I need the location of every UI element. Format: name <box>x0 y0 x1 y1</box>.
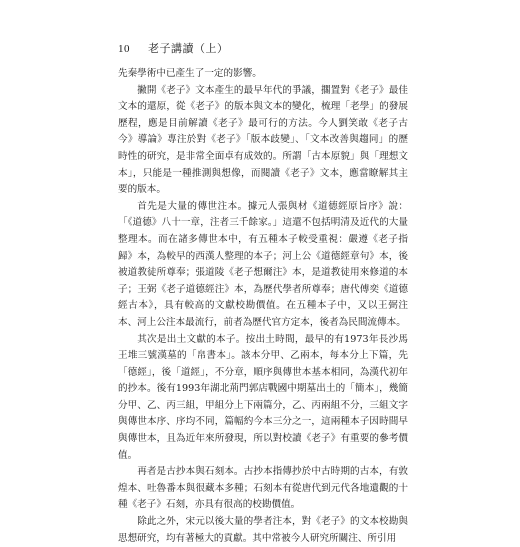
paragraph-1: 先秦學術中已產生了一定的影響。 <box>118 68 262 79</box>
body-text <box>118 66 408 547</box>
running-header <box>118 40 229 56</box>
paragraph-2: 撇開《老子》文本產生的最早年代的爭議，擱置對《老子》最佳文本的還原，從《老子》的版本與文本的變化，梳理「老學」的發展歷程，應是目前解讀《老子》最可行的方法。今人劉笑敢《老子古今》導論》專注於對《老子》「版本歧變」、「文本改善與趨同」的歷時性的研究，是非常全面卓有成效的。所謂「古本原貌」與「理想文本」，只能是一種推測與想像，而閱讀《老子》文本，應當瞭解其主要的版本。 <box>118 84 408 196</box>
paragraph-3: 首先是大量的傳世注本。據元人張與材《道德經原旨序》說：「《道德》八十一章，注者三千餘家。」這還不包括明清及近代的大量整理本。而在諸多傳世本中，有五種本子較受重視：嚴遵《老子指歸》本，為較早的西漢人整理的本子；河上公《道德經章句》本，後被道教徒所尊奉；張道陵《老子想爾注》本，是道教徒用來修道的本子；王弼《老子道德經注》本，為歷代學者所尊奉；唐代傅奕《道德經古本》，具有較高的文獻校勘價值。在五種本子中，又以王弼注本、河上公注本最流行，前者為歷代官方定本，後者為民間流傳本。 <box>118 200 408 328</box>
paragraph-5: 再者是古抄本與石刻本。古抄本指傳抄於中古時期的古本，有敦煌本、吐魯番本與很藏本多種；石刻本有從唐代到元代各地遺觀的十種《老子》石刻，亦具有很高的校勘價值。 <box>118 466 408 511</box>
paragraph-6: 除此之外，宋元以後大量的學者注本，對《老子》的文本校勘與思想研究，均有著極大的貢獻。其中常被今人研究所關注、所引用 <box>118 516 408 544</box>
book-title: 老子講讀（上） <box>148 42 229 55</box>
page-number: 10 <box>118 43 130 55</box>
paragraph-4: 其次是出土文獻的本子。按出土時間，最早的有1973年長沙馬王堆三號漢墓的「帛書本」。該本分甲、乙兩本，每本分上下篇，先「德經」，後「道經」，不分章，順序與傳世本基本相同，為漢代初年的抄本。後有1993年湖北荊門郭店戰國中期墓出土的「簡本」，幾簡分甲、乙、丙三組，甲組分上下兩篇分，乙、丙兩組不分，三組文字與傳世本序、序均不同，篇幅約今本三分之一，這兩種本子因時間早與傳世本，且為近年來所發現，所以對校讀《老子》有重要的參考價值。 <box>118 333 408 461</box>
